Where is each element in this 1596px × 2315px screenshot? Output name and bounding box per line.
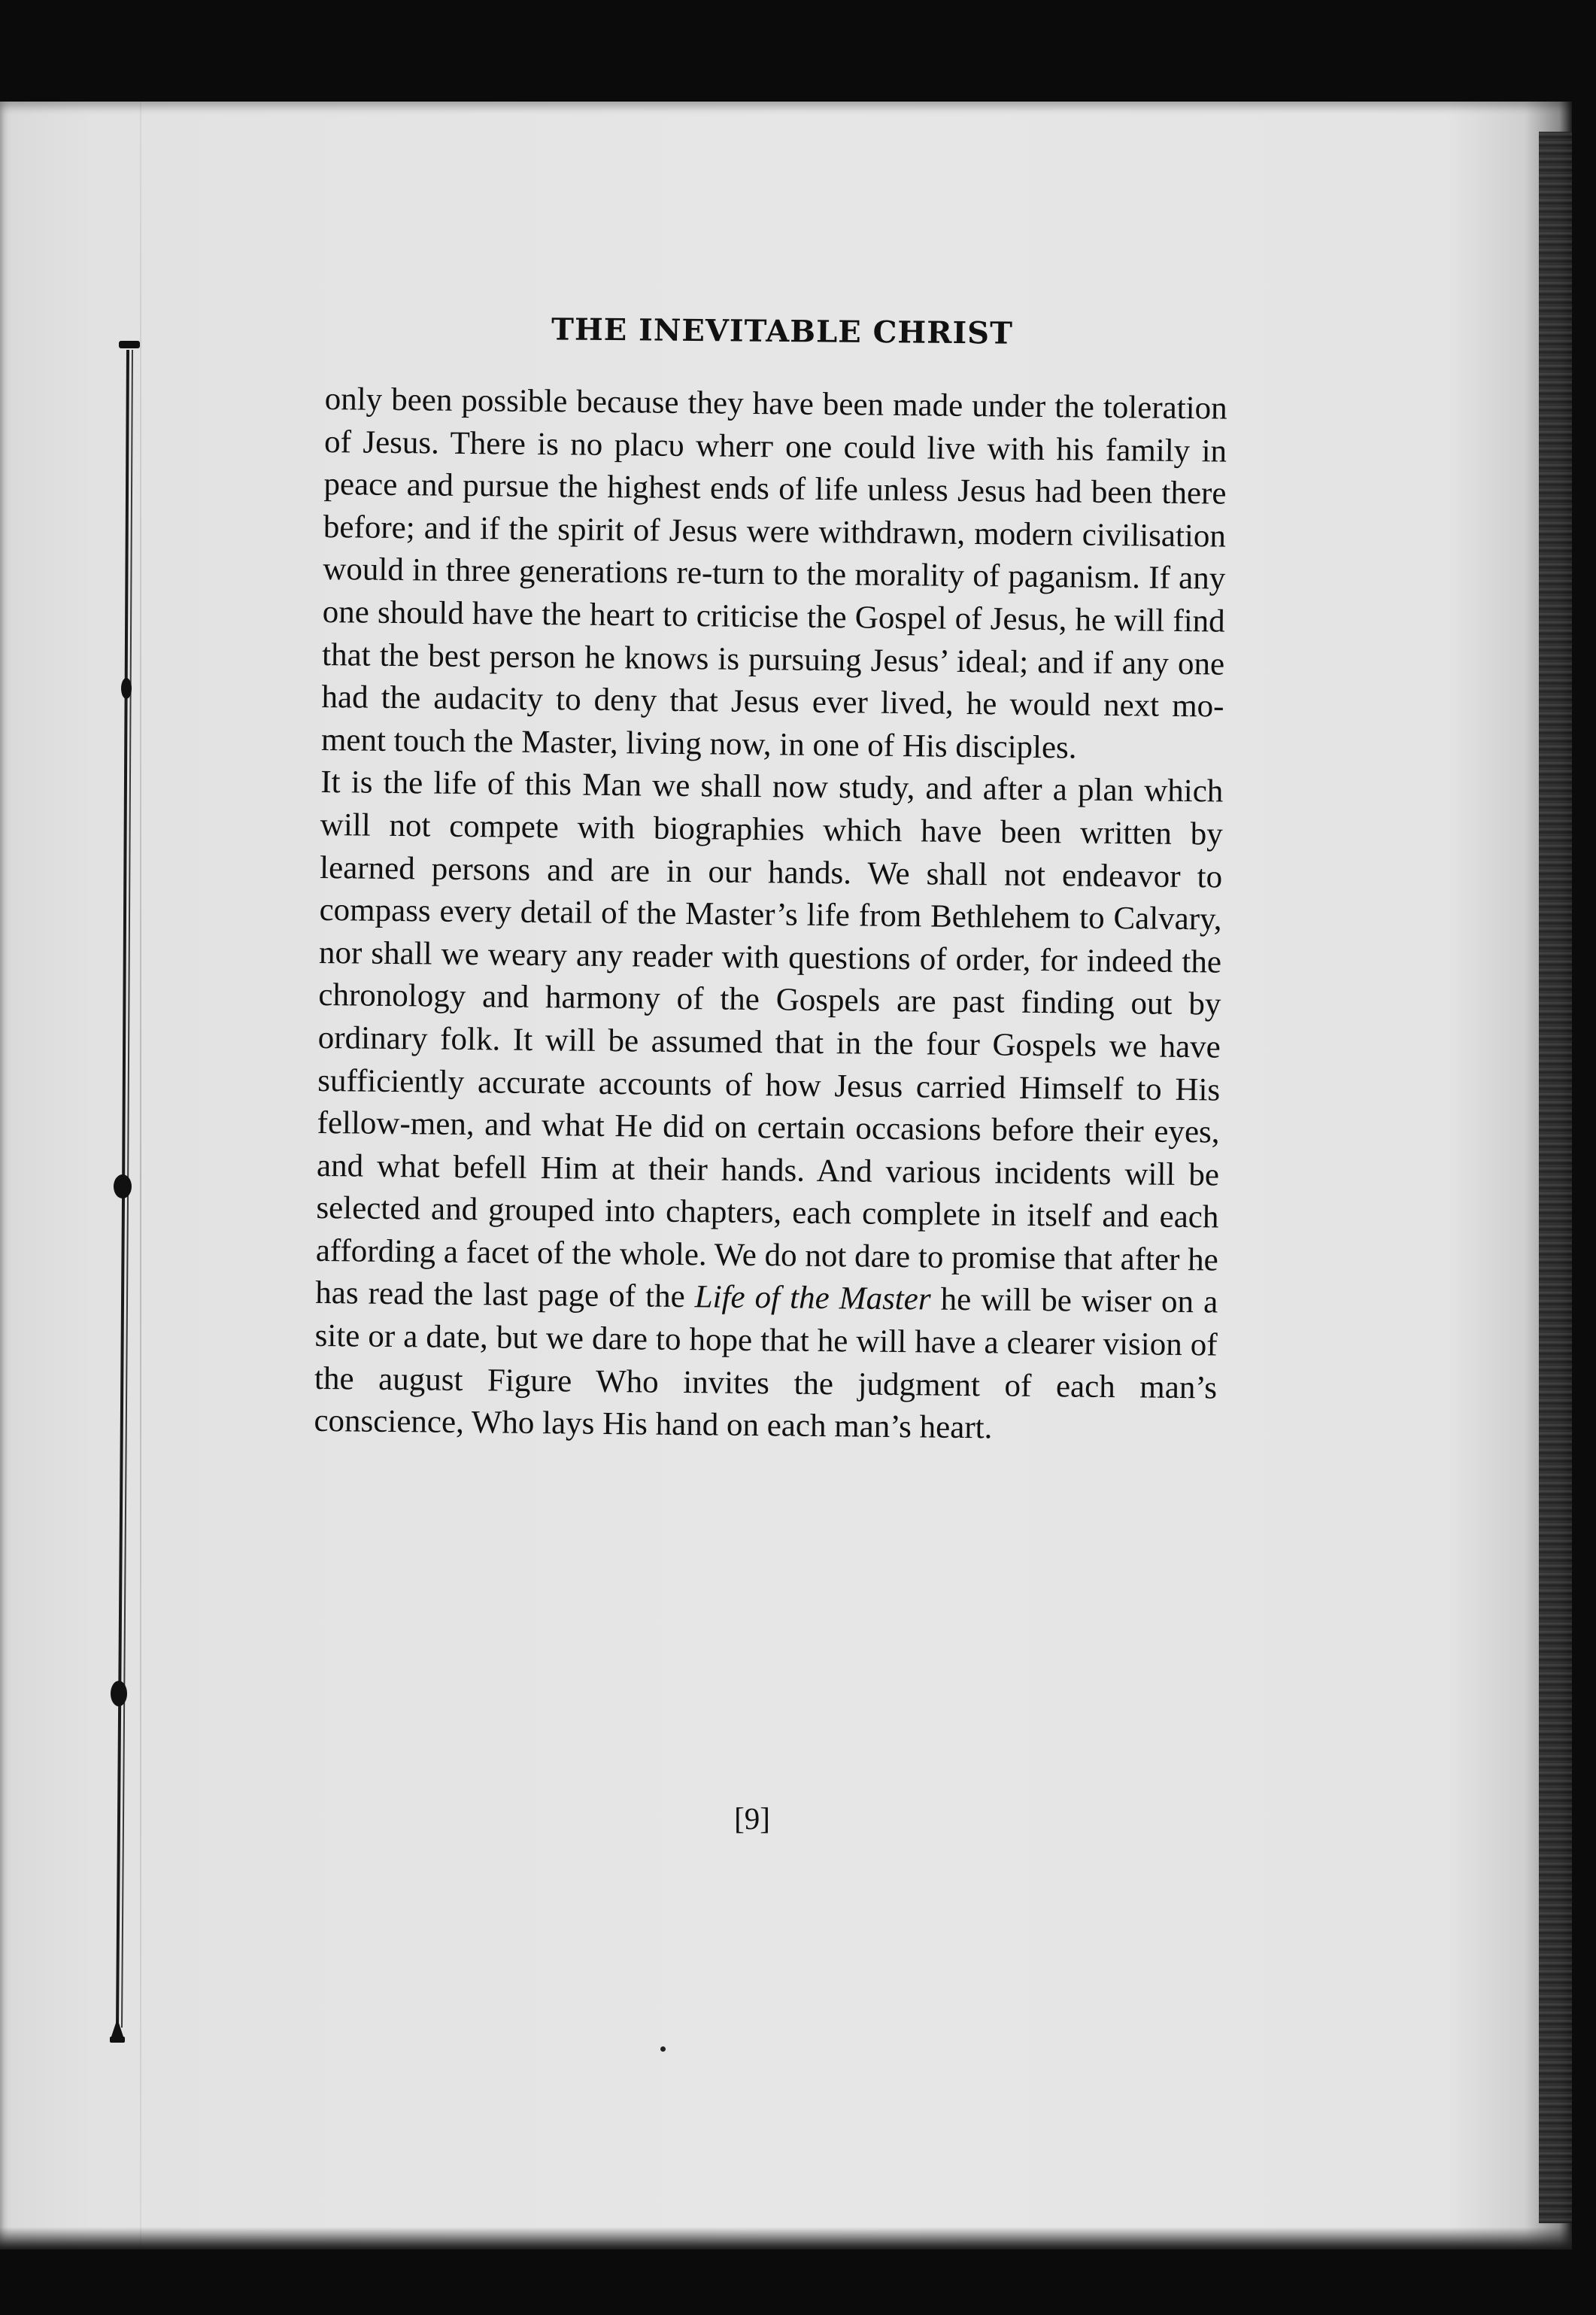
ink-speck	[660, 2046, 666, 2052]
italic-title: Life of the Master	[694, 1279, 931, 1317]
paragraph	[314, 761, 1223, 1452]
book-page	[0, 102, 1572, 2250]
running-head: THE INEVITABLE CHRIST	[551, 311, 1014, 351]
page-number: [9]	[734, 1801, 770, 1836]
bottom-page-edge	[0, 2227, 1572, 2250]
paragraph-continued: only been possible because they have been made under the toleration of Jesus. There is no placυ wherг one could live with his family in peace and pursue the highest ends of life unless Jesus had been there before; and if the spirit of Jesus were withdrawn, modern civilisation would in three generations re-turn to the morality of paganism. If any one should have the heart to criticise the Gospel of Jesus, he will find that the best person he knows is pursuing Jesus’ ideal; and if any one had the audacity to deny that Jesus ever lived, he would next mo-ment touch the Master, living now, in one of His disciples.	[320, 381, 1227, 766]
paragraph-text-start: It is the life of this Man we shall now study, and after a plan which will not compete with biographies which have been written by learned persons and are in our hands. We shall not endeavor to compass every detail of the Master’s life from Bethlehem to Calvary, nor shall we weary any reader with questions of order, for indeed the chronology and harmony of the Gospels are past finding out by ordinary folk. It will be assumed that in the four Gospels we have sufficiently accurate accounts of how Jesus carried Himself to His fellow-men, and what He did on certain occasions before their eyes, and what befell Him at their hands. And various incidents will be selected and grouped into chapters, each complete in itself and each affording a facet of the whole. We do not dare to promise that after he has read the last page of the	[315, 764, 1224, 1315]
body-text	[314, 378, 1227, 1452]
paragraph-text-end: he will be wiser on a site or a date, but we dare to hope that he will have a clearer vision of the august Figure Who invites the judgment of each man’s conscience, Who lays His hand on each man’s heart.	[314, 1281, 1218, 1446]
binding-thread-illustration	[89, 335, 156, 2065]
page-edge-stack	[1539, 132, 1572, 2223]
